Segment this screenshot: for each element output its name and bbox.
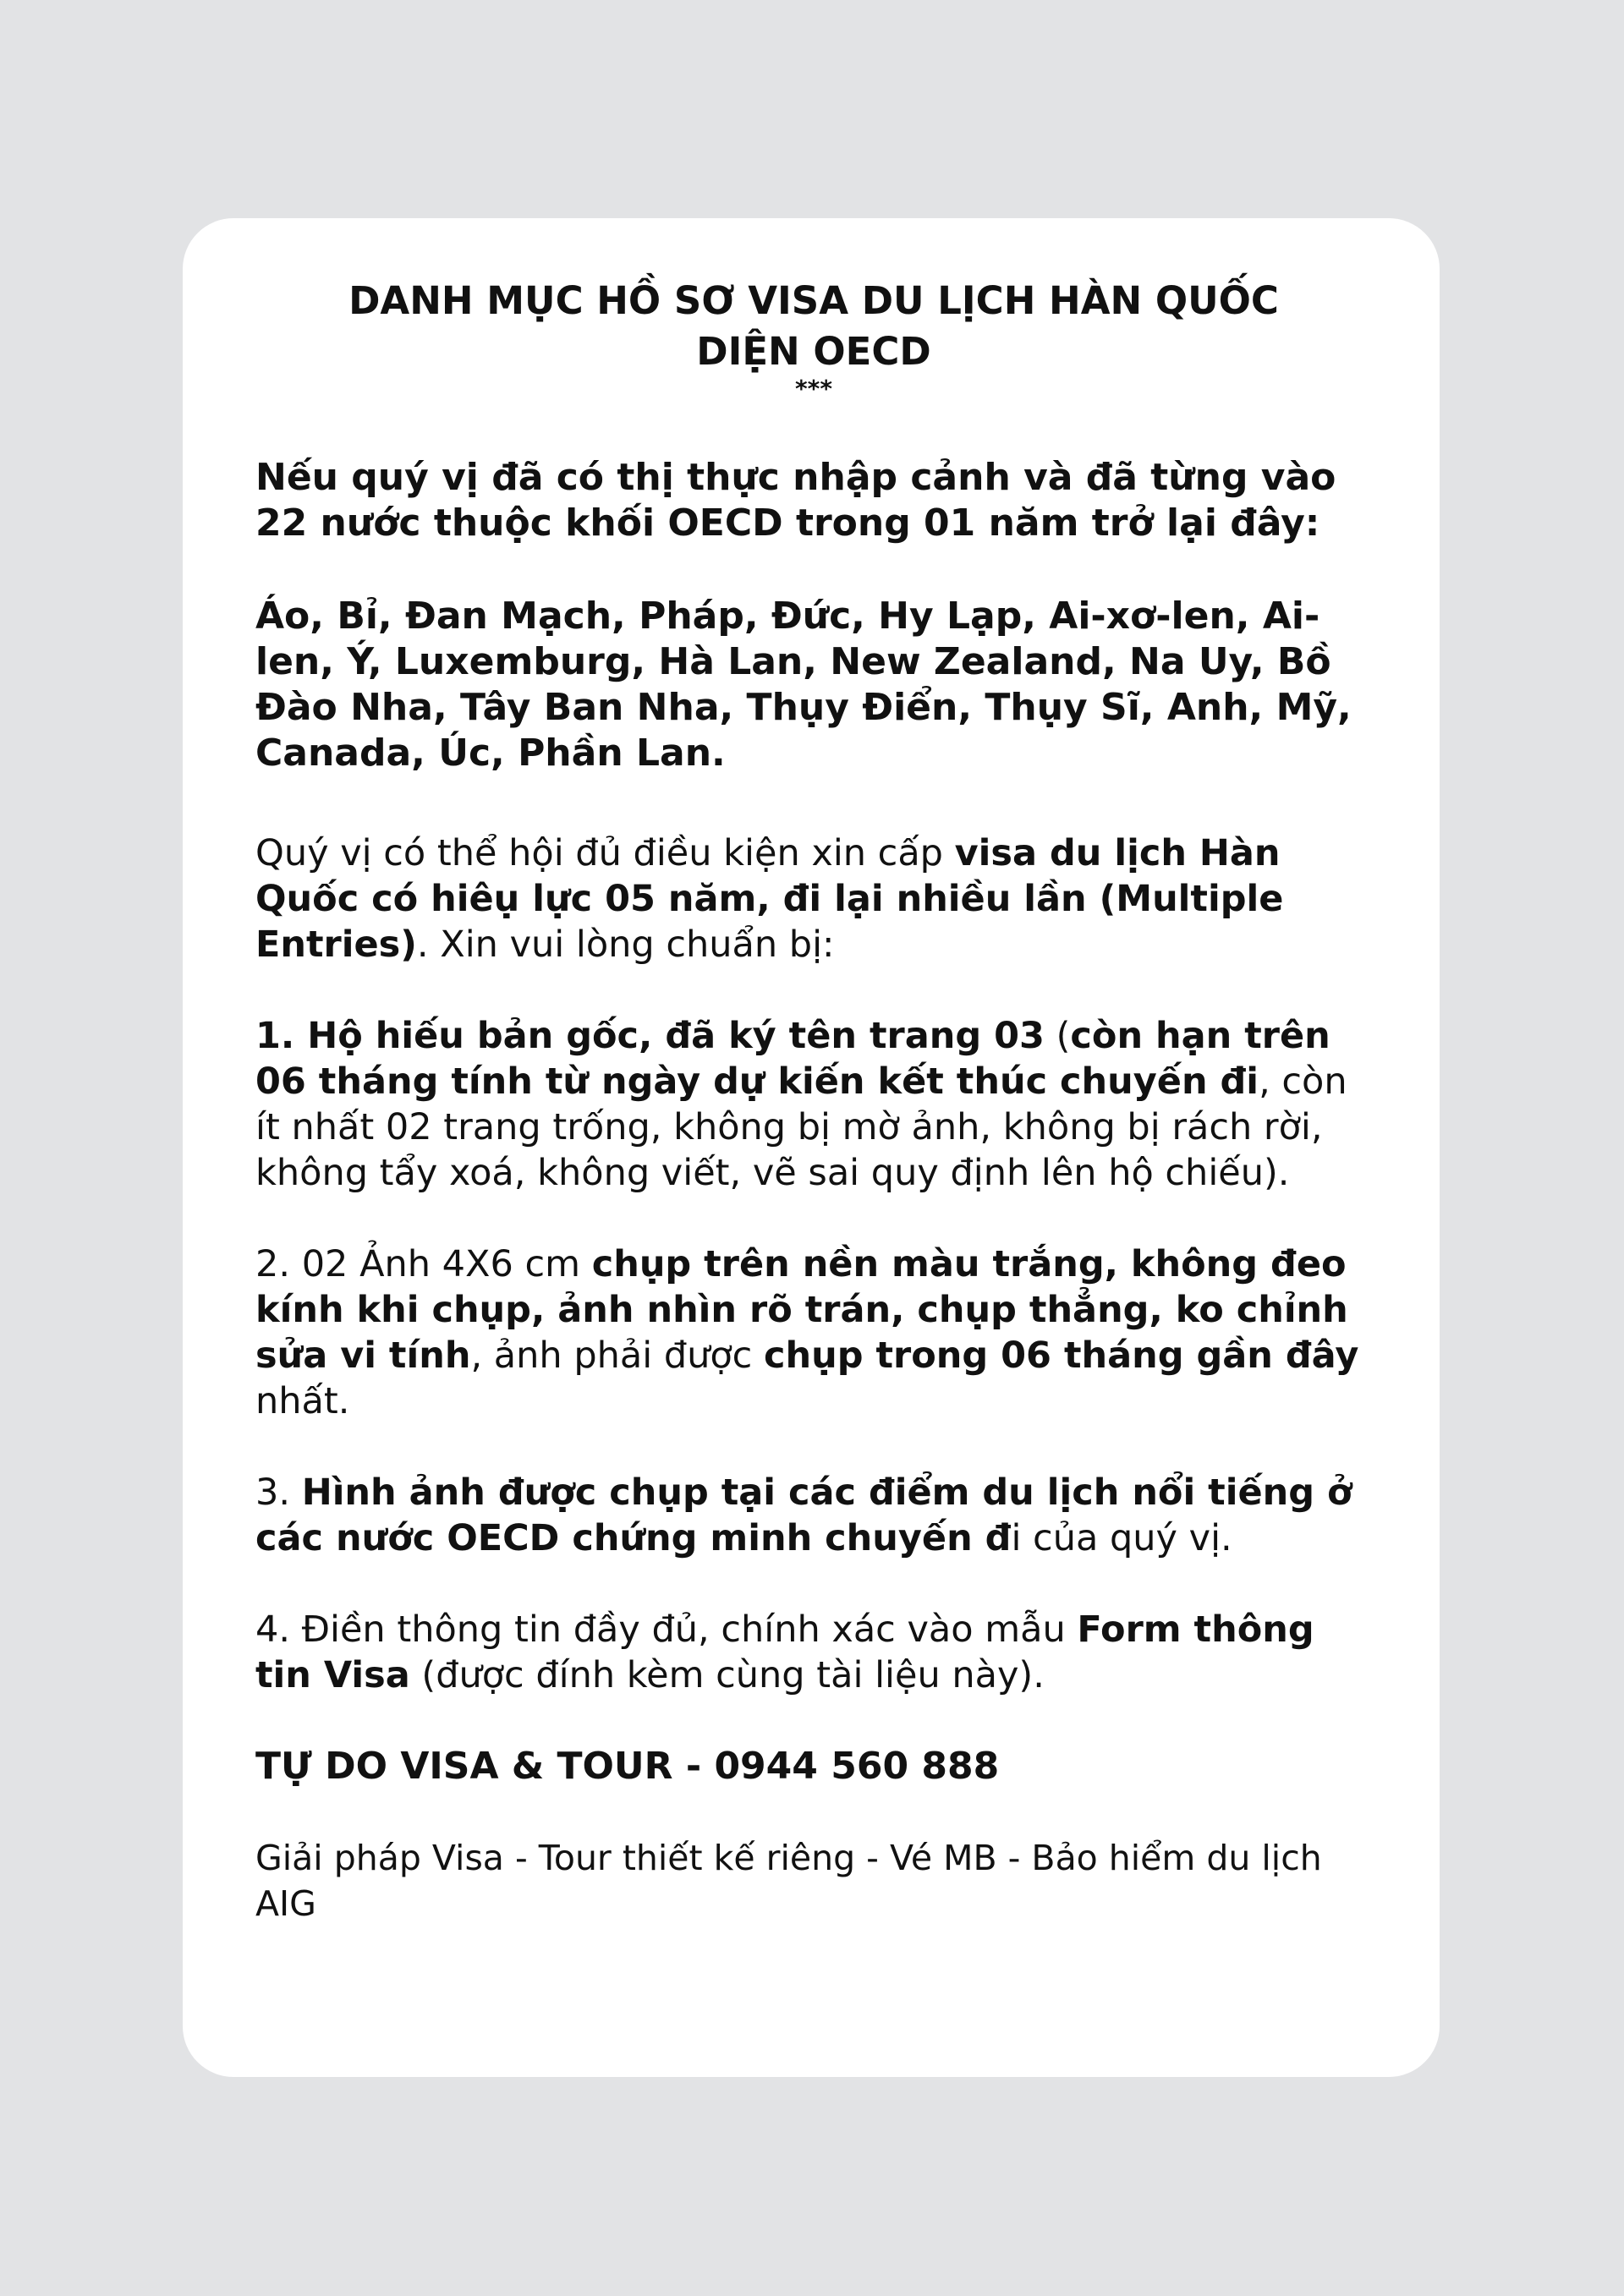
country-list: Áo, Bỉ, Đan Mạch, Pháp, Đức, Hy Lạp, Ai-xơ-len, Ai-len, Ý, Luxemburg, Hà Lan, New Zealand, Na Uy, Bồ Đào Nha, Tây Ban Nha, Thụy Điển, Thụy Sĩ, Anh, Mỹ, Canada, Úc, Phần Lan. [255,595,1352,775]
intro-paragraph: Nếu quý vị đã có thị thực nhập cảnh và đã từng vào 22 nước thuộc khối OECD trong 01 năm trở lại đây: [255,456,1336,545]
item2-pre: 2. 02 Ảnh 4X6 cm [255,1243,592,1285]
requirement-item-1 [255,1013,1372,1196]
item1-bold-2: còn hạn trên 06 tháng tính từ ngày dự kiến kết thúc chuyến đi [255,1015,1330,1103]
title-line-1: DANH MỤC HỒ SƠ VISA DU LỊCH HÀN QUỐC [348,278,1279,323]
item1-bold-1: 1. Hộ hiếu bản gốc, đã ký tên trang 03 [255,1015,1045,1057]
eligibility-pre: Quý vị có thể hội đủ điều kiện xin cấp [255,832,955,874]
item2-post: nhất. [255,1380,350,1422]
eligibility-post: . Xin vui lòng chuẩn bị: [416,923,835,966]
company-contact: TỰ DO VISA & TOUR - 0944 560 888 [255,1745,1000,1788]
item2-mid: , ảnh phải được [470,1334,764,1377]
item3-post: i của quý vị. [1011,1517,1232,1559]
eligibility-paragraph [255,830,1372,967]
item4-bold: Form thông tin Visa [255,1608,1314,1696]
company-slogan: Giải pháp Visa - Tour thiết kế riêng - Vé MB - Bảo hiểm du lịch AIG [255,1838,1322,1924]
requirement-item-2 [255,1241,1372,1424]
item1-paren: ( [1044,1015,1071,1057]
item3-pre: 3. [255,1471,302,1514]
item3-bold: Hình ảnh được chụp tại các điểm du lịch nổi tiếng ở các nước OECD chứng minh chuyến đ [255,1471,1352,1559]
item4-post: (được đính kèm cùng tài liệu này). [409,1654,1045,1696]
item2-bold-2: chụp trong 06 tháng gần đây [764,1334,1359,1377]
document-title [255,276,1372,377]
document-card [183,218,1440,2077]
requirement-item-4 [255,1607,1372,1698]
title-line-2: DIỆN OECD [696,329,931,374]
eligibility-bold: visa du lịch Hàn Quốc có hiêụ lực 05 năm, đi lại nhiều lần (Multiple Entries) [255,832,1284,966]
item1-rest: , còn ít nhất 02 trang trống, không bị mờ ảnh, không bị rách rời, không tẩy xoá, không viết, vẽ sai quy định lên hộ chiếu). [255,1060,1347,1194]
item2-bold-1: chụp trên nền màu trắng, không đeo kính khi chụp, ảnh nhìn rõ trán, chụp thẳng, ko chỉnh sửa vi tính [255,1243,1348,1377]
requirement-item-3 [255,1470,1372,1561]
item4-pre: 4. Điền thông tin đầy đủ, chính xác vào mẫu [255,1608,1078,1651]
title-separator: *** [795,375,832,403]
